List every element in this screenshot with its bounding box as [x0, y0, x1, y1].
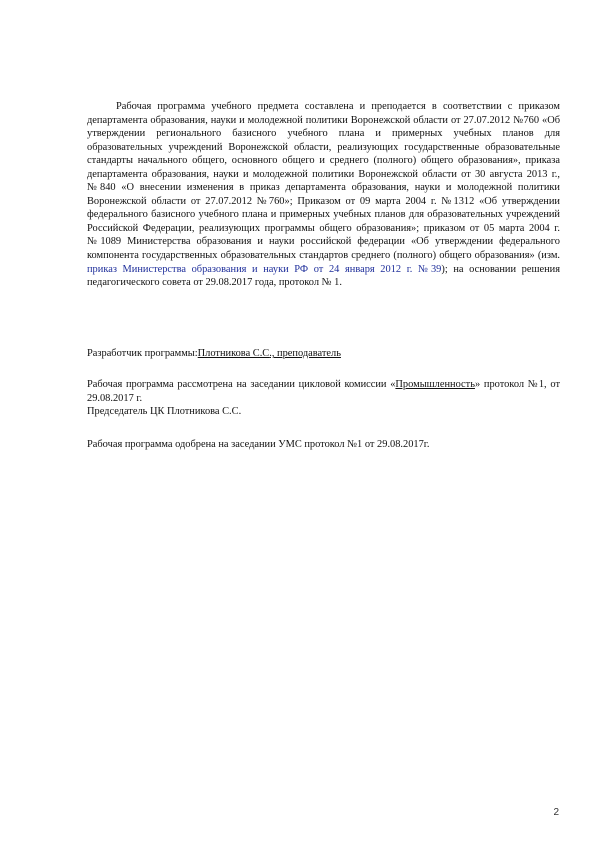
- review-text: Рабочая программа рассмотрена на заседании цикловой комиссии «: [87, 379, 396, 390]
- ministry-order-link[interactable]: приказ Министерства образования и науки РФ от 24 января 2012 г. №39: [87, 263, 442, 275]
- developer-line: [87, 347, 560, 361]
- review-protocol: » протокол №1, от 29.08.2017 г.: [87, 379, 560, 404]
- developer-name: Плотникова С.С: [197, 348, 270, 359]
- developer-role: ., преподаватель: [269, 348, 341, 359]
- page-number: 2: [553, 807, 559, 818]
- approval-line: Рабочая программа одобрена на заседании УМС протокол №1 от 29.08.2017г.: [87, 439, 430, 450]
- commission-chair: Председатель ЦК Плотникова С.С.: [87, 406, 242, 417]
- commission-name: Промышленность: [395, 379, 475, 390]
- legal-basis-text-end: ); на основании решения педагогического совета от 29.08.2017 года, протокол № 1.: [87, 263, 560, 289]
- developer-label: Разработчик программы:: [87, 348, 198, 359]
- legal-basis-text: Рабочая программа учебного предмета составлена и преподается в соответствии с приказом департамента образования, науки и молодежной политики Воронежской области от 27.07.2012 №760 «Об утверждении регионального базисного учебного плана и примерных учебных планов для образовательных учреждений Воронежской области, реализующих государственные образовательные стандарты начального общего, основного общего и среднего (полного) общего образования», приказа департамента образования, науки и молодежной политики Воронежской области от 30 августа 2013 г., №840 «О внесении изменения в приказ департамента образования, науки и молодежной политики Воронежской области от 27.07.2012 №760»; Приказом от 09 марта 2004 г. №1312 «Об утверждении федерального базисного учебного плана и примерных учебных планов для образовательных учреждений Российской Федерации, реализующих программы общего образования»; приказом от 05 марта 2004 г. №1089 Министерства образования и науки российской федерации «Об утверждении федерального компонента государственных образовательных стандартов среднего (полного) общего образования» (изм.: [87, 101, 560, 262]
- review-paragraph: [87, 378, 560, 405]
- legal-basis-paragraph: [87, 100, 560, 290]
